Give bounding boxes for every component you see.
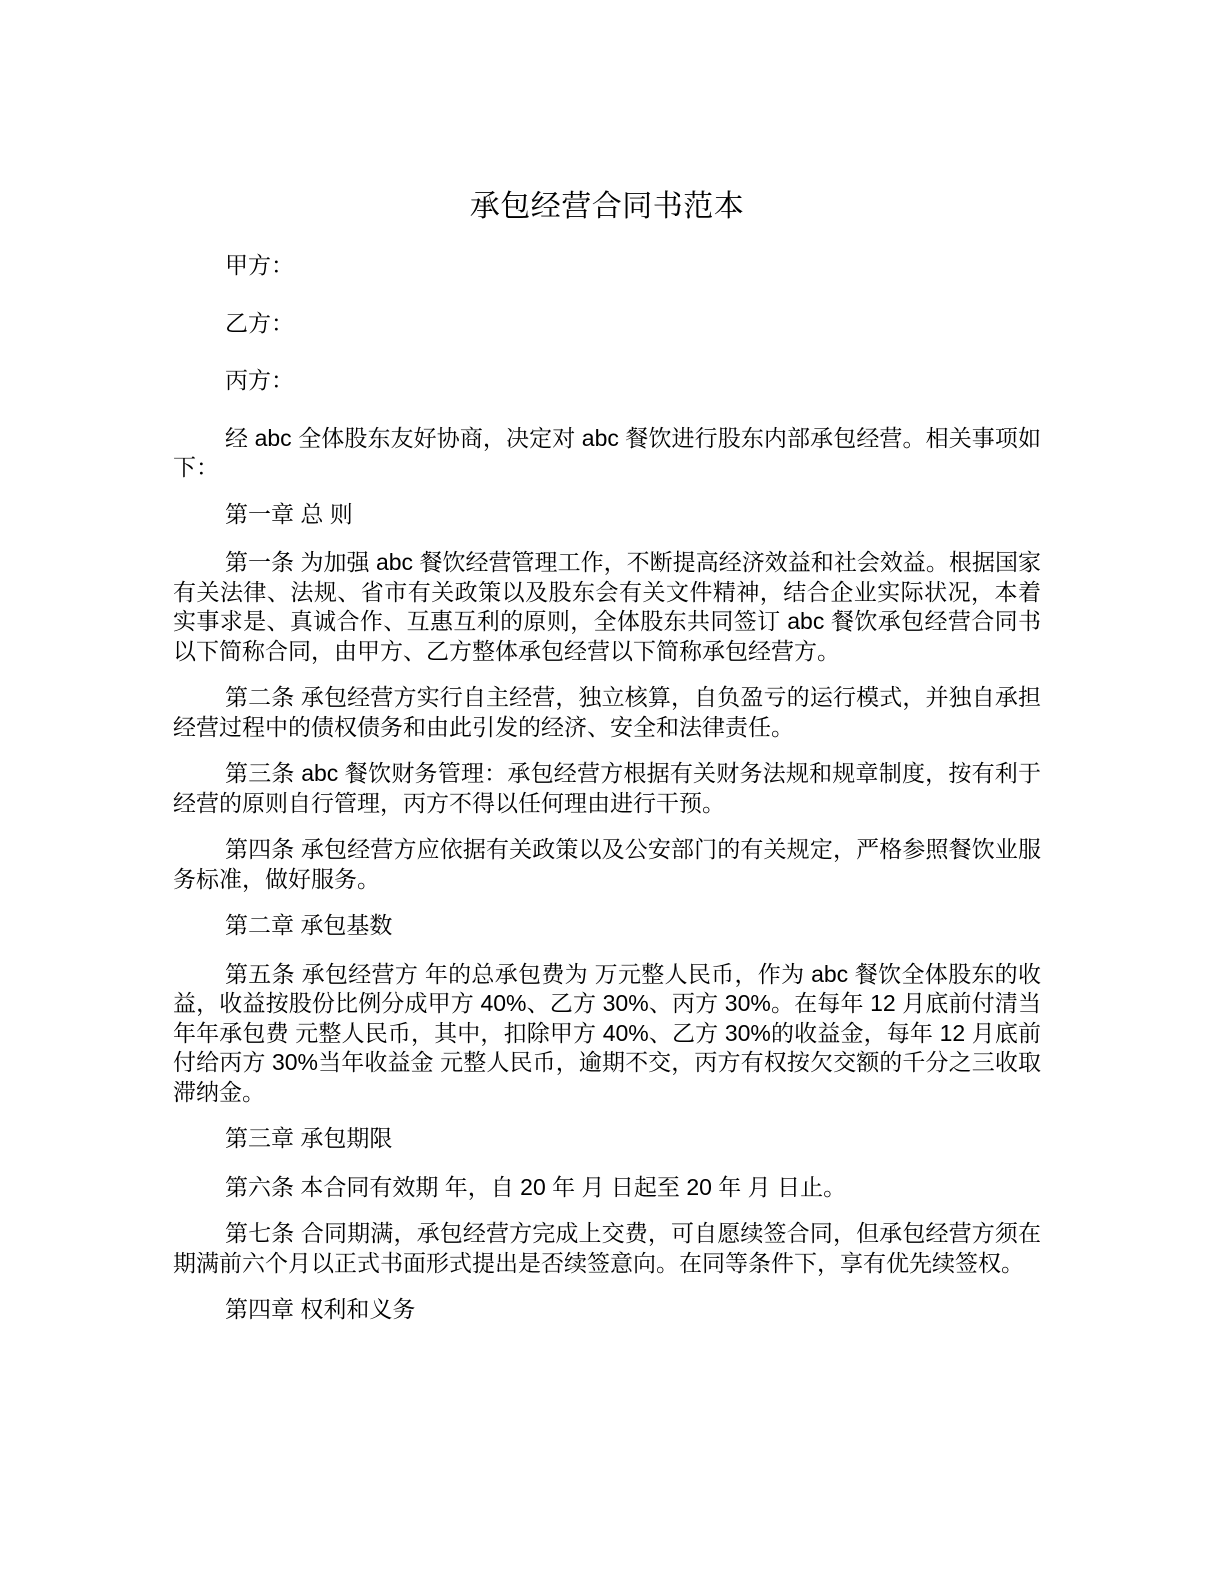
chapter-heading-3: 第三章 承包期限 (225, 1125, 393, 1151)
chapter-heading-4: 第四章 权利和义务 (225, 1296, 416, 1322)
article-6: 第六条 本合同有效期 年，自 20 年 月 日起至 20 年 月 日止。 (225, 1173, 847, 1200)
chapter-heading-2: 第二章 承包基数 (225, 912, 393, 938)
chapter-heading-1: 第一章 总 则 (225, 500, 353, 527)
article-3: 第三条 abc 餐饮财务管理：承包经营方根据有关财务法规和规章制度，按有利于经营的原则自行管理，丙方不得以任何理由进行干预。 (173, 760, 1041, 816)
article-7: 第七条 合同期满，承包经营方完成上交费，可自愿续签合同，但承包经营方须在期满前六个月以正式书面形式提出是否续签意向。在同等条件下，享有优先续签权。 (173, 1220, 1041, 1276)
intro-paragraph: 经 abc 全体股东友好协商，决定对 abc 餐饮进行股东内部承包经营。相关事项如下： (173, 424, 1041, 480)
article-1: 第一条 为加强 abc 餐饮经营管理工作，不断提高经济效益和社会效益。根据国家有关法律、法规、省市有关政策以及股东会有关文件精神，结合企业实际状况，本着实事求是、真诚合作、互惠互利的原则，全体股东共同签订 abc 餐饮承包经营合同书以下简称合同，由甲方、乙方整体承包经营以下简称承包经营方。 (173, 549, 1041, 664)
party-line-bing: 丙方： (225, 367, 294, 393)
article-5: 第五条 承包经营方 年的总承包费为 万元整人民币，作为 abc 餐饮全体股东的收益，收益按股份比例分成甲方 40%、乙方 30%、丙方 30%。在每年 12 月底前付清当年年承包费 元整人民币，其中，扣除甲方 40%、乙方 30%的收益金，每年 12 月底前付给丙方 30%当年收益金 元整人民币，逾期不交，丙方有权按欠交额的千分之三收取滞纳金。 (173, 960, 1041, 1105)
party-line-yi: 乙方： (225, 309, 294, 336)
party-line-jia: 甲方： (225, 252, 294, 278)
page-title: 承包经营合同书范本 (469, 190, 745, 223)
article-2: 第二条 承包经营方实行自主经营，独立核算，自负盈亏的运行模式，并独自承担经营过程中的债权债务和由此引发的经济、安全和法律责任。 (173, 684, 1041, 740)
document-body (173, 185, 1041, 1325)
article-4: 第四条 承包经营方应依据有关政策以及公安部门的有关规定，严格参照餐饮业服务标准，做好服务。 (173, 836, 1041, 892)
